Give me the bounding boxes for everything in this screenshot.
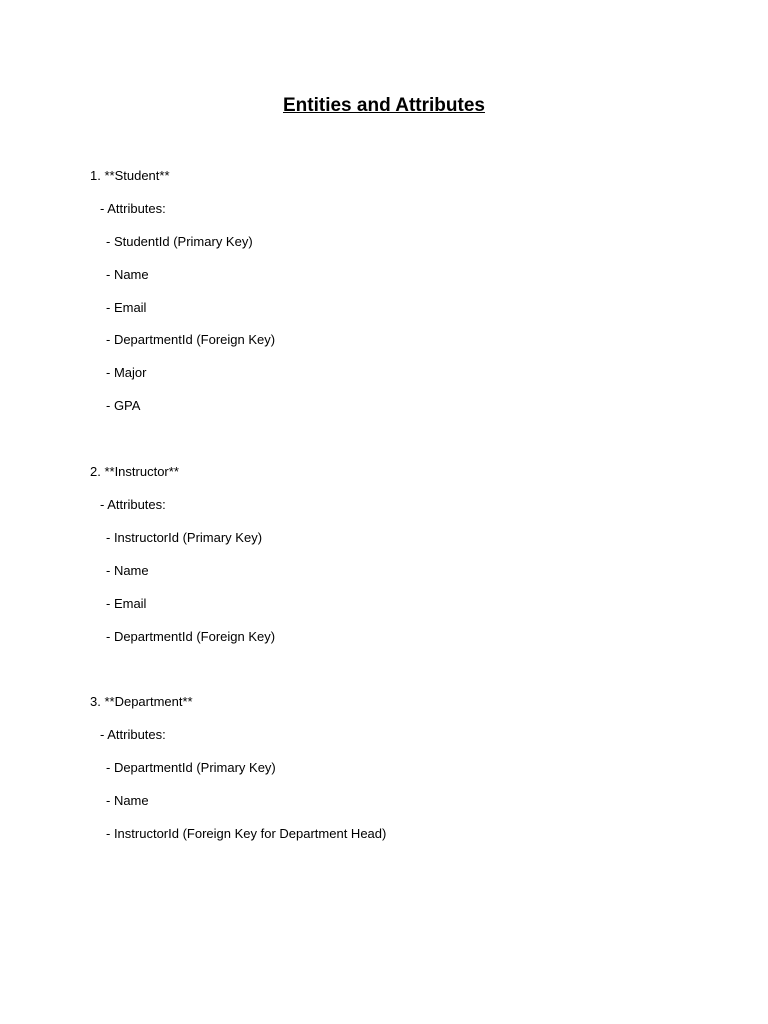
- attribute-item: - DepartmentId (Foreign Key): [106, 332, 276, 347]
- attribute-item: - Major: [106, 365, 147, 380]
- attribute-item: - Email: [106, 596, 147, 611]
- attribute-item: - DepartmentId (Foreign Key): [106, 629, 276, 644]
- attribute-item: - Name: [106, 793, 149, 808]
- section-heading: 1. **Student**: [90, 168, 170, 183]
- page-title: Entities and Attributes: [283, 95, 485, 116]
- attribute-item: - StudentId (Primary Key): [106, 234, 253, 249]
- attribute-item: - InstructorId (Foreign Key for Department Head): [106, 826, 387, 841]
- attribute-item: - GPA: [106, 398, 141, 413]
- attribute-item: - Name: [106, 267, 149, 282]
- attribute-item: - InstructorId (Primary Key): [106, 530, 263, 545]
- attributes-label: - Attributes:: [100, 497, 166, 512]
- section-heading: 3. **Department**: [90, 694, 193, 709]
- attributes-label: - Attributes:: [100, 727, 166, 742]
- attribute-item: - Name: [106, 563, 149, 578]
- attribute-item: - Email: [106, 300, 147, 315]
- attribute-item: - DepartmentId (Primary Key): [106, 760, 276, 775]
- attributes-label: - Attributes:: [100, 201, 166, 216]
- section-heading: 2. **Instructor**: [90, 464, 179, 479]
